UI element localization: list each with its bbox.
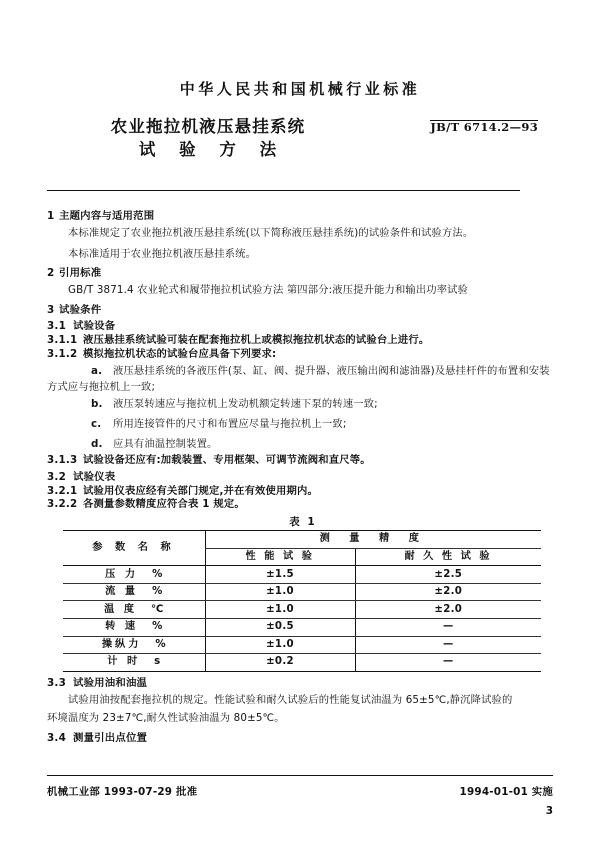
section-title-3-3: 试验用油和油温 xyxy=(73,676,148,689)
clause-number-3-1-3: 3.1.3 xyxy=(47,454,78,467)
table-cell-performance: ±1.5 xyxy=(205,566,355,584)
clause-number-3-2-1: 3.2.1 xyxy=(47,484,78,497)
section-title-2: 引用标准 xyxy=(59,266,102,279)
list-item-marker-d: d. xyxy=(91,437,103,450)
section-3-3-paragraph-1: 试验用油按配套拖拉机的规定。性能试验和耐久试验后的性能复试油温为 65±5℃,静沉降试验的 xyxy=(68,694,513,707)
table-cell-durability: — xyxy=(355,619,541,637)
clause-text-3-1-2: 模拟拖拉机状态的试验台应具备下列要求: xyxy=(83,347,277,360)
list-item xyxy=(47,436,553,452)
page-title: 农业拖拉机液压悬挂系统 xyxy=(110,117,306,136)
section-1-paragraph-1: 本标准规定了农业拖拉机液压悬挂系统(以下简称液压悬挂系统)的试验条件和试验方法。 xyxy=(68,227,474,240)
table-header-row-1 xyxy=(63,531,541,549)
standard-number xyxy=(430,120,538,134)
clause-number-3-2-2: 3.2.2 xyxy=(47,498,78,511)
section-number-3-1: 3.1 xyxy=(47,320,67,333)
section-title-3-1: 试验设备 xyxy=(73,320,116,333)
clause-text-3-2-2: 各测量参数精度应符合表 1 规定。 xyxy=(83,498,245,511)
section-number-3-4: 3.4 xyxy=(47,731,67,744)
table-cell-parameter: 计 时 s xyxy=(63,654,205,672)
section-heading-1 xyxy=(47,211,553,221)
header-divider xyxy=(47,190,520,191)
table-header-performance-test: 性 能 试 验 xyxy=(205,548,355,566)
footer-divider xyxy=(47,775,553,776)
clause-number-3-1-2: 3.1.2 xyxy=(47,347,78,360)
table-cell-parameter: 转 速 % xyxy=(63,619,205,637)
table-row xyxy=(63,566,541,584)
footer-effective-date: 1994-01-01 实施 xyxy=(459,786,553,798)
section-1-paragraph-2: 本标准适用于农业拖拉机液压悬挂系统。 xyxy=(68,247,257,260)
list-item-text-b: 液压泵转速应与拖拉机上发动机额定转速下泵的转速一致; xyxy=(113,398,378,411)
list-item xyxy=(47,396,553,412)
table-cell-durability: ±2.0 xyxy=(355,601,541,619)
clause-3-1-3 xyxy=(47,455,553,465)
section-title-3-4: 测量引出点位置 xyxy=(73,731,148,744)
list-item-marker-a: a. xyxy=(91,364,103,377)
table-cell-parameter: 操纵力 % xyxy=(63,636,205,654)
section-heading-3-1 xyxy=(47,321,553,331)
list-item-text-a: 液压悬挂系统的各液压件(泵、缸、阀、提升器、液压输出阀和滤油器)及悬挂杆件的布置和安装 xyxy=(113,364,550,377)
clause-text-3-1-3: 试验设备还应有:加载装置、专用框架、可调节流阀和直尺等。 xyxy=(83,454,371,467)
clause-3-1-1 xyxy=(47,335,553,345)
section-heading-3-3 xyxy=(47,678,553,688)
table-cell-performance: ±1.0 xyxy=(205,583,355,601)
section-heading-3 xyxy=(47,305,553,315)
section-number-1: 1 xyxy=(47,210,55,222)
section-3-3-paragraph-2: 环境温度为 23±7℃,耐久性试验油温为 80±5℃。 xyxy=(47,712,285,725)
table-header-parameter-name: 参 数 名 称 xyxy=(63,531,205,566)
table-row xyxy=(63,619,541,637)
clause-number-3-1-1: 3.1.1 xyxy=(47,333,78,346)
section-number-3: 3 xyxy=(47,303,55,316)
clause-3-2-2 xyxy=(47,499,553,509)
section-number-3-2: 3.2 xyxy=(47,470,67,483)
section-title-3: 试验条件 xyxy=(59,303,102,316)
clause-3-1-2 xyxy=(47,349,553,359)
page-number: 3 xyxy=(545,805,553,817)
list-item-marker-b: b. xyxy=(91,398,103,411)
table-cell-performance: ±0.2 xyxy=(205,654,355,672)
clause-text-3-1-1: 液压悬挂系统试验可装在配套拖拉机上或模拟拖拉机状态的试验台上进行。 xyxy=(83,333,430,346)
page-subtitle: 试 验 方 法 xyxy=(138,140,286,160)
table-row xyxy=(63,583,541,601)
table-caption: 表 1 xyxy=(289,515,317,528)
table-row xyxy=(63,636,541,654)
document-title-block xyxy=(58,116,358,162)
table-cell-durability: — xyxy=(355,654,541,672)
list-item-text-d: 应具有油温控制装置。 xyxy=(113,437,218,450)
table-cell-parameter: 压 力 % xyxy=(63,566,205,584)
document-body xyxy=(47,205,553,744)
list-item-text-c: 所用连接管件的尺寸和布置应尽量与拖拉机上一致; xyxy=(113,417,347,430)
table-cell-performance: ±0.5 xyxy=(205,619,355,637)
section-2-reference: GB/T 3871.4 农业轮式和履带拖拉机试验方法 第四部分:液压提升能力和输出功率试验 xyxy=(68,284,469,297)
section-number-3-3: 3.3 xyxy=(47,676,67,689)
measurement-accuracy-table xyxy=(63,530,541,672)
list-item xyxy=(47,416,553,432)
section-title-3-2: 试验仪表 xyxy=(73,470,116,483)
standard-organization-title: 中华人民共和国机械行业标准 xyxy=(179,80,421,98)
list-item-marker-c: c. xyxy=(91,417,102,430)
table-row xyxy=(63,654,541,672)
table-cell-durability: ±2.0 xyxy=(355,583,541,601)
section-heading-3-4 xyxy=(47,733,553,743)
standard-number-text: JB/T 6714.2—93 xyxy=(430,120,538,134)
clause-text-3-2-1: 试验用仪表应经有关部门规定,并在有效使用期内。 xyxy=(83,484,319,497)
table-cell-durability: ±2.5 xyxy=(355,566,541,584)
page-footer xyxy=(47,783,553,798)
section-heading-3-2 xyxy=(47,472,553,482)
table-header-durability-test: 耐 久 性 试 验 xyxy=(355,548,541,566)
table-cell-parameter: 温 度 ℃ xyxy=(63,601,205,619)
table-cell-performance: ±1.0 xyxy=(205,636,355,654)
table-cell-performance: ±1.0 xyxy=(205,601,355,619)
table-cell-parameter: 流 量 % xyxy=(63,583,205,601)
clause-3-2-1 xyxy=(47,486,553,496)
section-heading-2 xyxy=(47,268,553,278)
list-item-continuation-a: 方式应与拖拉机上一致; xyxy=(47,381,156,394)
footer-approval: 机械工业部 1993-07-29 批准 xyxy=(47,786,198,798)
table-row xyxy=(63,601,541,619)
section-number-2: 2 xyxy=(47,266,55,279)
list-item xyxy=(47,363,553,379)
table-cell-durability: — xyxy=(355,636,541,654)
section-title-1: 主题内容与适用范围 xyxy=(59,210,155,222)
table-header-accuracy-group: 测 量 精 度 xyxy=(205,531,541,549)
